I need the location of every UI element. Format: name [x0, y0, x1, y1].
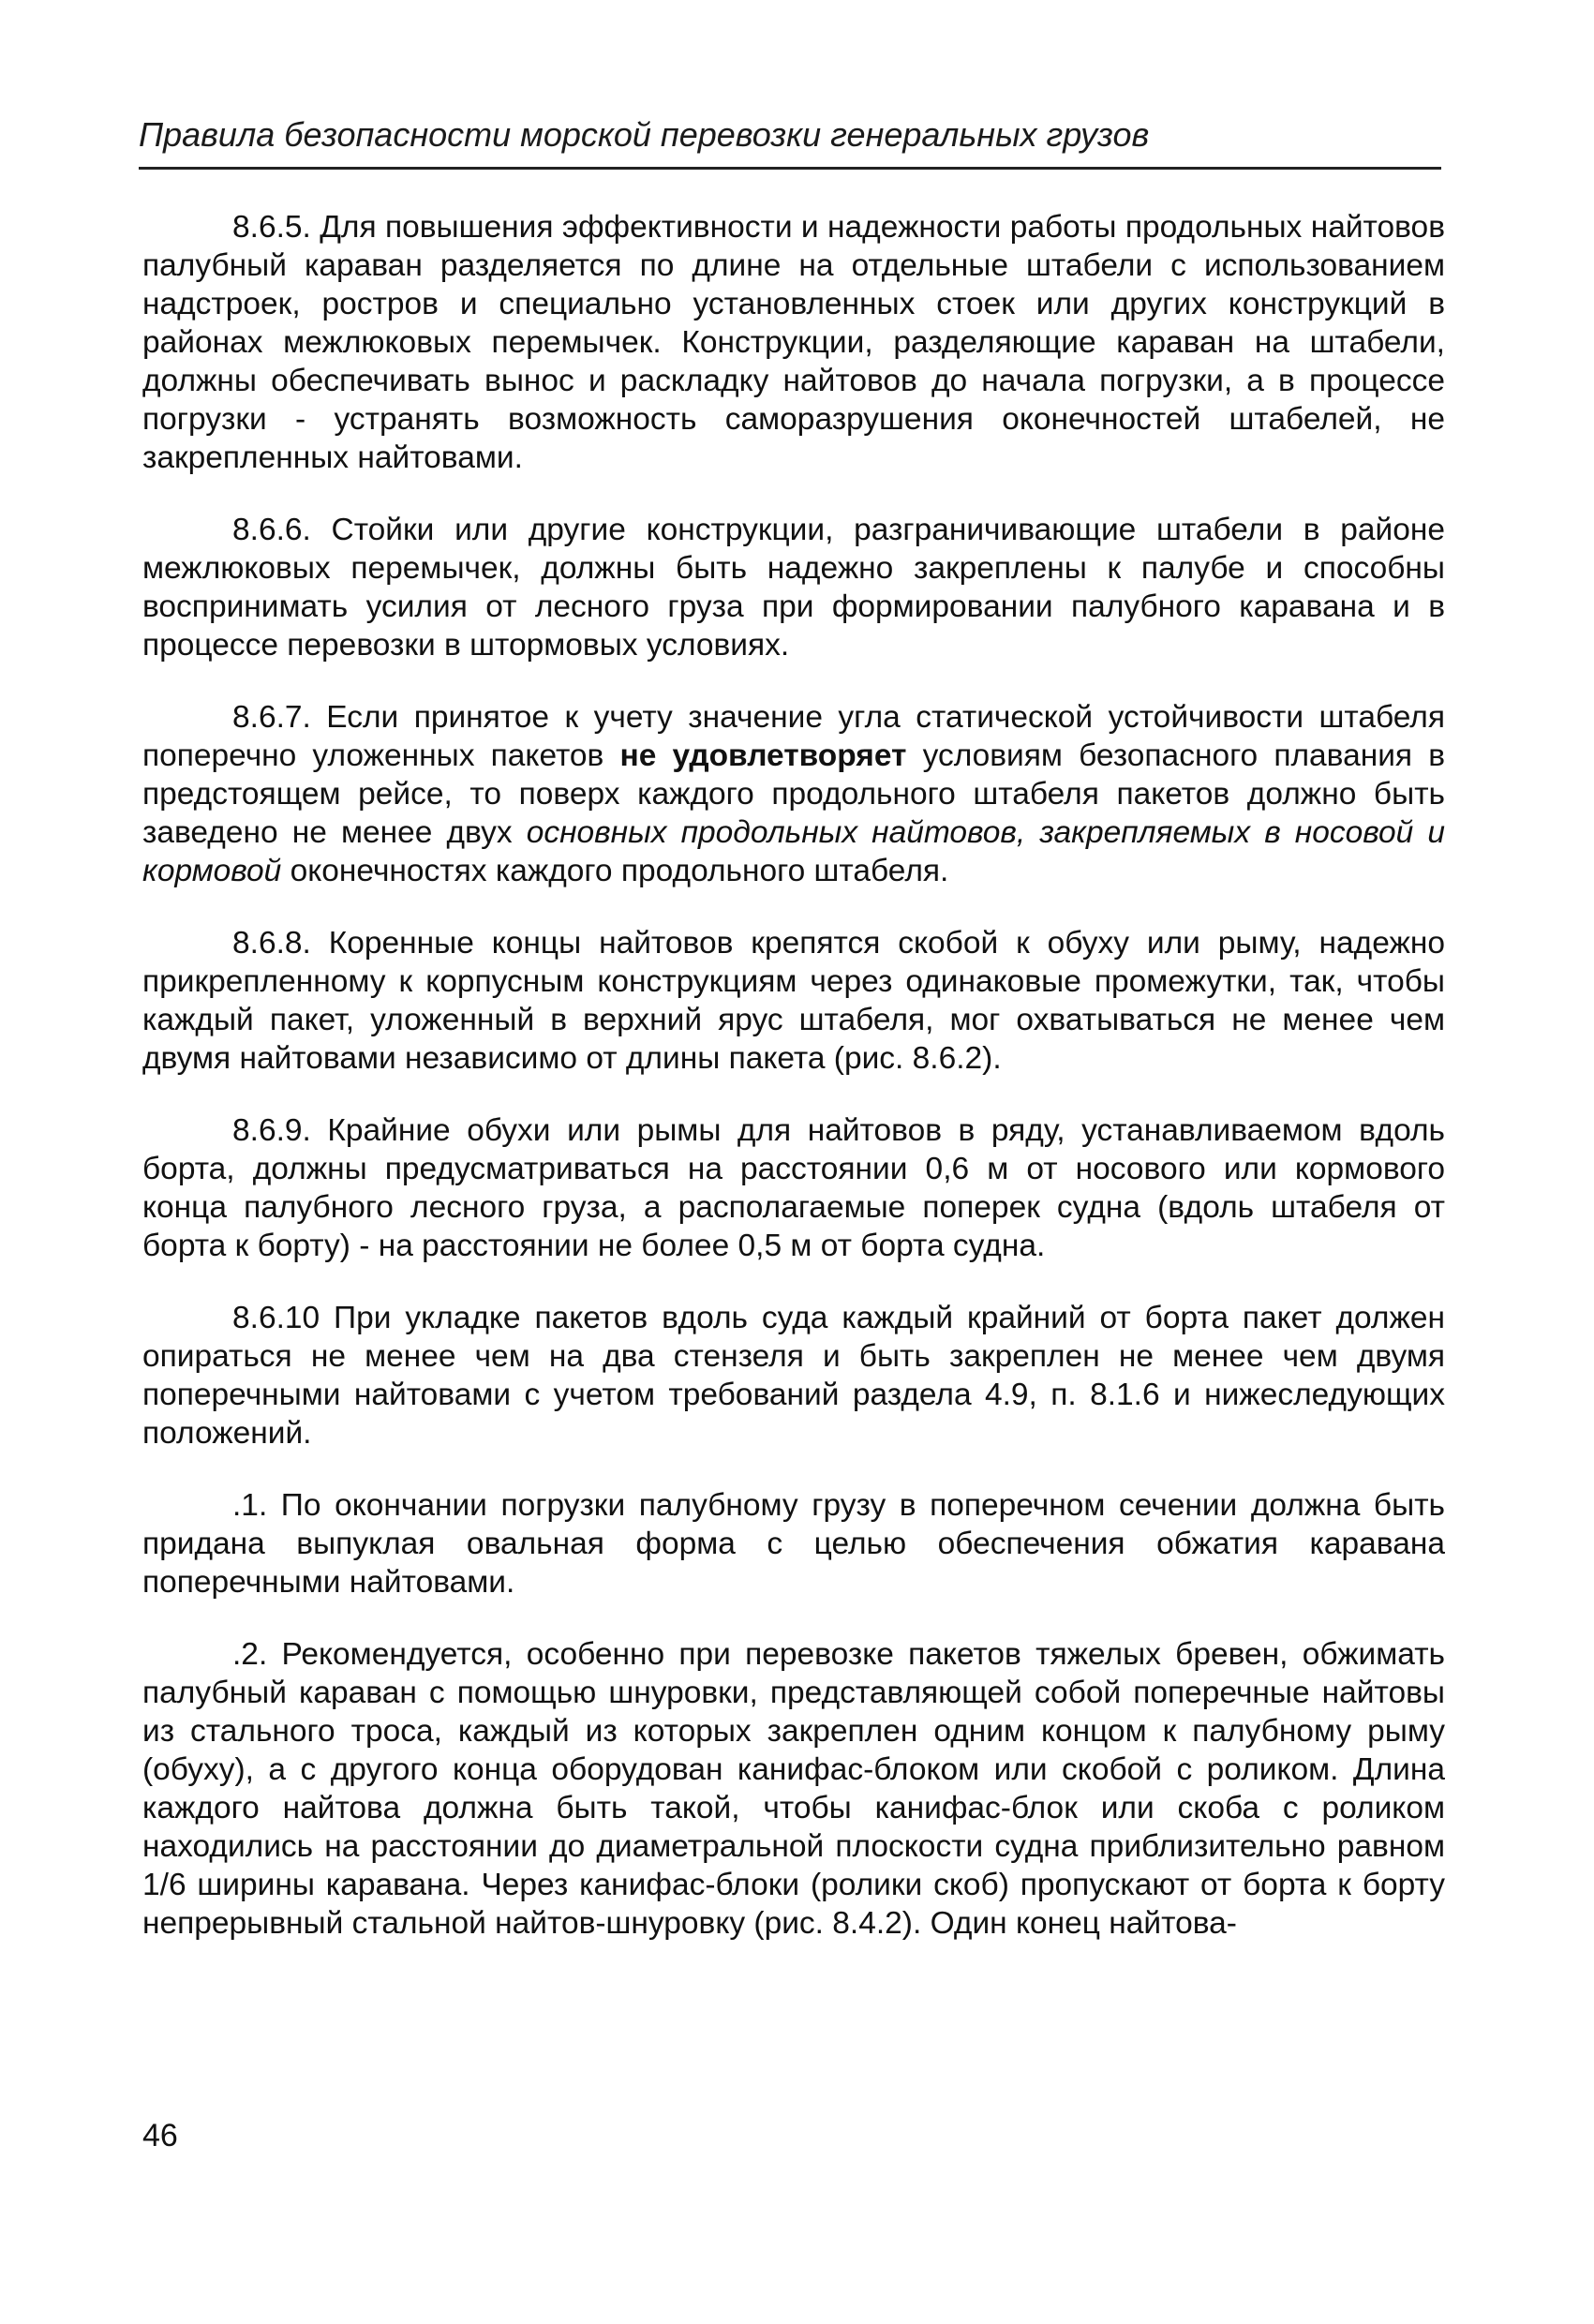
paragraph-8-6-7 — [142, 698, 1445, 890]
running-header: Правила безопасности морской перевозки генеральных грузов — [139, 115, 1150, 154]
paragraph-8-6-7-tail: оконечностях каждого продольного штабеля. — [281, 854, 949, 888]
paragraph-8-6-7-middle: условиям безопасного плавания в предстоящем рейсе, то поверх каждого продольного штабеля пакетов должно быть заведено не менее двух — [142, 738, 1446, 850]
paragraph-8-6-7-lead: 8.6.7. Если принятое к учету значение угла статической устойчивости штабеля поперечно уложенных пакетов — [142, 700, 1445, 773]
page-number: 46 — [142, 2118, 178, 2153]
paragraph-8-6-8: 8.6.8. Коренные концы найтовов крепятся скобой к обуху или рыму, надежно прикрепленному к корпусным конструкциям через одинаковые промежутки, так, чтобы каждый пакет, уложенный в верхний ярус штабеля, мог охватываться не менее чем двумя найтовами независимо от длины пакета (рис. 8.6.2). — [142, 926, 1445, 1076]
paragraph-8-6-6: 8.6.6. Стойки или другие конструкции, разграничивающие штабели в районе межлюковых перемычек, должны быть надежно закреплены к палубе и способны воспринимать усилия от лесного груза при формировании палубного каравана и в процессе перевозки в штормовых условиях. — [142, 513, 1445, 663]
paragraph-8-6-5: 8.6.5. Для повышения эффективности и надежности работы продольных найтовов палубный караван разделяется по длине на отдельные штабели с использованием надстроек, ростров и специально установленных стоек или других конструкций в районах межлюковых перемычек. Конструкции, разделяющие караван на штабели, должны обеспечивать вынос и раскладку найтовов до начала погрузки, а в процессе погрузки - устранять возможность саморазрушения оконечностей штабелей, не закрепленных найтовами. — [142, 210, 1445, 475]
emphasis-italic: основных продольных найтовов, закрепляемых в носовой и кормовой — [142, 815, 1445, 888]
paragraph-item-2: .2. Рекомендуется, особенно при перевозке пакетов тяжелых бревен, обжимать палубный караван с помощью шнуровки, представляющей собой поперечные найтовы из стального троса, каждый из которых закреплен одним концом к палубному рыму (обуху), а с другого конца оборудован канифас-блоком или скобой с роликом. Длина каждого найтова должна быть такой, чтобы канифас-блок или скоба с роликом находились на расстоянии до диаметральной плоскости судна приблизительно равном 1/6 ширины каравана. Через канифас-блоки (ролики скоб) пропускают от борта к борту непрерывный стальной найтов-шнуровку (рис. 8.4.2). Один конец найтова- — [142, 1637, 1445, 1941]
emphasis-bold: не удовлетворяет — [619, 738, 907, 773]
body-text — [142, 208, 1445, 1943]
paragraph-8-6-10: 8.6.10 При укладке пакетов вдоль суда каждый крайний от борта пакет должен опираться не менее чем на два стензеля и быть закреплен не менее чем двумя поперечными найтовами с учетом требований раздела 4.9, п. 8.1.6 и нижеследующих положений. — [142, 1301, 1445, 1451]
header-rule — [139, 167, 1441, 170]
paragraph-item-1: .1. По окончании погрузки палубному грузу в поперечном сечении должна быть придана выпуклая овальная форма с целью обеспечения обжатия каравана поперечными найтовами. — [142, 1488, 1445, 1600]
paragraph-8-6-9: 8.6.9. Крайние обухи или рымы для найтовов в ряду, устанавливаемом вдоль борта, должны предусматриваться на расстоянии 0,6 м от носового или кормового конца палубного лесного груза, а располагаемые поперек судна (вдоль штабеля от борта к борту) - на расстоянии не более 0,5 м от борта судна. — [142, 1113, 1445, 1263]
